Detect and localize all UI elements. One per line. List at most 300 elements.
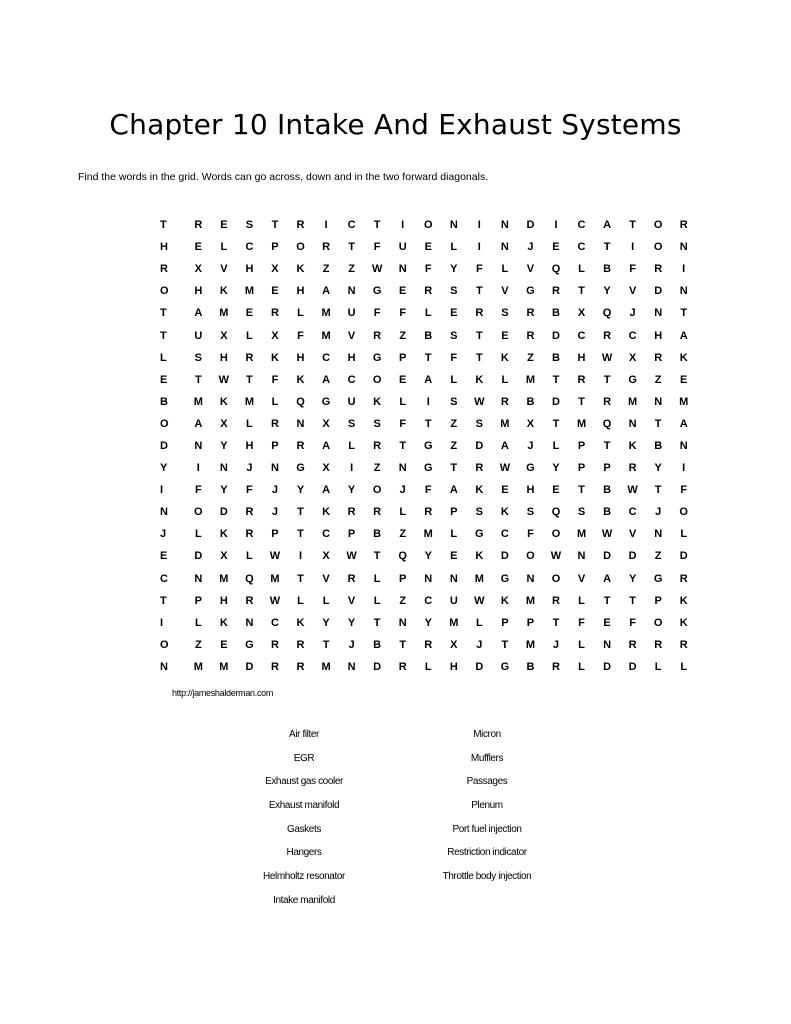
grid-letter: O [160, 417, 169, 430]
grid-letter: C [160, 572, 168, 585]
grid-row [160, 413, 696, 435]
grid-letter: I [554, 219, 558, 232]
grid-letter: T [603, 594, 611, 607]
grid-letter: C [270, 616, 279, 629]
grid-letter: R [270, 638, 279, 651]
grid-letter: T [654, 417, 662, 430]
grid-letter: L [450, 528, 458, 541]
grid-letter: I [160, 616, 164, 629]
grid-letter: Q [602, 307, 612, 320]
grid-letter: K [296, 373, 305, 386]
grid-letter: O [372, 373, 382, 386]
grid-letter: J [399, 484, 406, 497]
grid-letter: V [628, 528, 637, 541]
grid-letter: S [373, 417, 381, 430]
grid-letter: T [160, 219, 167, 232]
grid-row [160, 435, 696, 457]
grid-letter: R [373, 329, 382, 342]
grid-letter: Q [296, 395, 305, 408]
word-list-item: Passages [466, 776, 508, 788]
grid-letter: P [347, 528, 356, 541]
grid-letter: R [654, 351, 663, 364]
grid-letter: N [219, 462, 228, 475]
grid-letter: G [321, 395, 331, 408]
grid-letter: T [603, 241, 611, 254]
grid-letter: L [501, 263, 509, 276]
grid-letter: R [270, 417, 279, 430]
grid-letter: R [628, 462, 637, 475]
grid-letter: L [246, 550, 253, 563]
grid-letter: R [475, 462, 484, 475]
grid-letter: T [578, 285, 585, 298]
grid-letter: F [271, 373, 279, 386]
grid-letter: D [526, 219, 535, 232]
grid-letter: I [682, 263, 686, 276]
grid-letter: O [679, 506, 688, 519]
grid-letter: X [220, 550, 228, 563]
grid-letter: N [270, 462, 279, 475]
grid-letter: Y [347, 484, 356, 497]
grid-letter: K [322, 506, 331, 519]
grid-row [160, 590, 696, 612]
grid-letter: K [475, 373, 484, 386]
grid-letter: A [500, 439, 509, 452]
grid-letter: A [322, 439, 331, 452]
grid-letter: L [450, 241, 458, 254]
grid-letter: H [219, 351, 228, 364]
grid-letter: Y [160, 462, 168, 475]
word-list-item: Plenum [471, 800, 503, 812]
grid-letter: Y [552, 462, 560, 475]
grid-letter: E [399, 285, 407, 298]
grid-letter: S [526, 506, 535, 519]
grid-letter: M [270, 572, 280, 585]
grid-letter: N [500, 219, 509, 232]
grid-letter: R [296, 638, 305, 651]
grid-letter: R [194, 219, 203, 232]
grid-letter: N [526, 572, 535, 585]
grid-letter: C [577, 241, 586, 254]
grid-letter: K [296, 616, 305, 629]
grid-letter: S [577, 506, 586, 519]
grid-row [160, 347, 696, 369]
grid-letter: P [399, 351, 407, 364]
grid-letter: B [424, 329, 433, 342]
grid-letter: M [525, 373, 536, 386]
grid-letter: R [526, 329, 535, 342]
grid-letter: D [194, 550, 203, 563]
grid-letter: K [679, 616, 688, 629]
grid-letter: Y [296, 484, 305, 497]
grid-letter: R [373, 439, 382, 452]
grid-letter: L [680, 660, 688, 673]
grid-letter: N [347, 285, 356, 298]
grid-letter: S [450, 329, 458, 342]
grid-letter: Z [527, 351, 534, 364]
grid-letter: R [679, 572, 688, 585]
grid-letter: B [654, 439, 663, 452]
grid-letter: I [477, 241, 481, 254]
grid-letter: F [578, 616, 585, 629]
grid-letter: C [577, 329, 586, 342]
grid-letter: D [628, 660, 637, 673]
grid-letter: W [474, 594, 485, 607]
grid-letter: S [450, 395, 458, 408]
grid-letter: R [603, 329, 612, 342]
grid-letter: M [679, 395, 689, 408]
grid-letter: Z [450, 417, 458, 430]
grid-letter: T [297, 528, 304, 541]
grid-row [160, 369, 696, 391]
grid-letter: T [424, 351, 432, 364]
grid-letter: C [347, 373, 356, 386]
grid-letter: T [348, 241, 355, 254]
grid-row [160, 568, 696, 590]
word-list-item: Throttle body injection [442, 871, 532, 883]
grid-letter: U [398, 241, 407, 254]
grid-letter: X [450, 638, 458, 651]
grid-letter: R [424, 285, 433, 298]
grid-letter: M [576, 528, 587, 541]
grid-letter: O [372, 484, 382, 497]
grid-letter: E [603, 616, 611, 629]
word-list-item: Gaskets [287, 823, 321, 835]
grid-letter: B [373, 638, 382, 651]
grid-letter: O [160, 638, 169, 651]
grid-letter: N [347, 660, 356, 673]
grid-letter: R [654, 638, 663, 651]
grid-letter: R [270, 660, 279, 673]
grid-letter: L [578, 594, 585, 607]
grid-letter: M [576, 417, 587, 430]
grid-letter: U [347, 307, 356, 320]
word-list-item: Mufflers [470, 752, 504, 764]
grid-letter: D [219, 506, 228, 519]
grid-letter: B [552, 351, 560, 364]
grid-letter: T [552, 417, 560, 430]
grid-letter: O [296, 241, 305, 254]
grid-letter: N [449, 219, 458, 232]
grid-letter: G [423, 462, 433, 475]
grid-letter: Z [322, 263, 330, 276]
grid-letter: K [628, 439, 637, 452]
grid-letter: R [526, 307, 535, 320]
grid-letter: W [346, 550, 357, 563]
grid-letter: F [450, 351, 458, 364]
grid-letter: E [552, 241, 560, 254]
grid-letter: D [373, 660, 382, 673]
grid-letter: D [679, 550, 688, 563]
grid-letter: N [654, 307, 663, 320]
grid-letter: X [577, 307, 586, 320]
grid-letter: M [193, 660, 203, 673]
grid-letter: B [603, 263, 612, 276]
grid-letter: R [245, 528, 254, 541]
grid-letter: T [246, 373, 253, 386]
grid-letter: Y [220, 484, 228, 497]
grid-letter: K [219, 528, 228, 541]
grid-letter: R [245, 351, 254, 364]
grid-letter: T [475, 329, 483, 342]
grid-letter: L [373, 572, 381, 585]
grid-letter: G [245, 638, 254, 651]
grid-letter: T [552, 373, 560, 386]
grid-letter: A [322, 373, 331, 386]
grid-letter: D [603, 660, 612, 673]
grid-letter: N [398, 263, 407, 276]
grid-letter: H [194, 285, 203, 298]
grid-letter: H [219, 594, 228, 607]
grid-letter: K [296, 263, 305, 276]
grid-letter: Y [654, 462, 662, 475]
grid-letter: O [551, 572, 561, 585]
grid-letter: R [500, 395, 509, 408]
grid-letter: X [322, 550, 330, 563]
grid-letter: A [322, 285, 331, 298]
grid-letter: L [194, 616, 202, 629]
grid-letter: X [322, 462, 330, 475]
grid-letter: W [601, 351, 613, 364]
grid-letter: I [401, 219, 405, 232]
grid-letter: T [160, 594, 167, 607]
grid-letter: W [627, 484, 638, 497]
grid-letter: T [680, 307, 688, 320]
grid-letter: P [577, 439, 586, 452]
grid-letter: A [449, 484, 458, 497]
grid-letter: A [679, 417, 688, 430]
grid-letter: J [271, 506, 279, 519]
grid-letter: I [682, 462, 686, 475]
grid-letter: T [373, 219, 381, 232]
grid-letter: N [577, 550, 586, 563]
grid-letter: B [526, 395, 535, 408]
grid-letter: E [160, 550, 168, 563]
grid-letter: V [220, 263, 228, 276]
page-title: Chapter 10 Intake And Exhaust Systems [109, 108, 682, 141]
grid-letter: E [501, 329, 509, 342]
grid-letter: F [373, 241, 381, 254]
grid-letter: X [194, 263, 202, 276]
grid-letter: V [577, 572, 586, 585]
grid-letter: I [160, 484, 164, 497]
word-list-item: EGR [293, 752, 315, 764]
grid-letter: R [347, 506, 356, 519]
grid-row [160, 302, 696, 324]
grid-row [160, 656, 696, 678]
grid-letter: N [679, 439, 688, 452]
grid-letter: L [424, 660, 432, 673]
grid-letter: Q [398, 550, 407, 563]
word-list-item: Restriction indicator [447, 847, 527, 859]
grid-letter: B [160, 395, 168, 408]
grid-letter: A [322, 484, 331, 497]
grid-letter: C [245, 241, 254, 254]
grid-letter: K [219, 395, 228, 408]
grid-letter: L [654, 660, 662, 673]
grid-letter: N [500, 241, 509, 254]
grid-letter: T [475, 351, 483, 364]
grid-row [160, 479, 696, 501]
grid-letter: W [550, 550, 562, 563]
grid-letter: A [194, 307, 203, 320]
grid-letter: L [348, 439, 355, 452]
grid-letter: Q [551, 263, 561, 276]
grid-letter: N [398, 616, 407, 629]
grid-letter: S [194, 351, 202, 364]
grid-letter: L [578, 638, 585, 651]
grid-letter: G [653, 572, 663, 585]
grid-letter: N [679, 285, 688, 298]
grid-letter: B [603, 484, 612, 497]
grid-letter: J [655, 506, 662, 519]
grid-letter: M [321, 660, 331, 673]
grid-letter: P [271, 241, 279, 254]
grid-letter: L [246, 329, 253, 342]
grid-letter: M [244, 395, 254, 408]
grid-letter: L [220, 241, 228, 254]
grid-letter: M [628, 395, 638, 408]
grid-letter: X [322, 417, 330, 430]
grid-letter: Y [603, 285, 611, 298]
instructions-text: Find the words in the grid. Words can go across, down and in the two forward diagonals. [78, 171, 489, 183]
grid-letter: T [297, 572, 304, 585]
grid-letter: K [475, 484, 484, 497]
grid-letter: T [399, 439, 407, 452]
grid-letter: H [654, 329, 663, 342]
grid-letter: K [219, 616, 228, 629]
word-search-grid [160, 214, 696, 678]
grid-letter: K [679, 594, 688, 607]
grid-letter: B [603, 506, 612, 519]
grid-letter: S [245, 219, 254, 232]
grid-letter: R [679, 219, 688, 232]
grid-letter: W [474, 395, 485, 408]
grid-letter: D [603, 550, 612, 563]
grid-letter: T [373, 550, 381, 563]
grid-letter: L [322, 594, 330, 607]
word-list-item: Micron [473, 729, 501, 740]
grid-letter: J [476, 638, 483, 651]
grid-letter: V [347, 594, 356, 607]
grid-letter: S [475, 417, 483, 430]
grid-letter: S [475, 506, 483, 519]
grid-letter: G [423, 439, 433, 452]
grid-letter: Y [628, 572, 637, 585]
grid-letter: I [196, 462, 200, 475]
grid-letter: N [449, 572, 458, 585]
grid-letter: Y [450, 263, 458, 276]
grid-letter: O [653, 241, 663, 254]
grid-letter: X [526, 417, 535, 430]
grid-letter: D [475, 660, 484, 673]
grid-letter: J [246, 462, 253, 475]
grid-letter: M [449, 616, 459, 629]
grid-letter: T [399, 638, 407, 651]
grid-letter: N [160, 506, 168, 519]
grid-letter: R [160, 263, 168, 276]
grid-letter: F [399, 307, 407, 320]
grid-letter: I [477, 219, 481, 232]
grid-letter: U [449, 594, 458, 607]
grid-letter: S [347, 417, 356, 430]
grid-letter: Z [654, 373, 662, 386]
grid-letter: Z [399, 329, 407, 342]
grid-letter: Q [245, 572, 254, 585]
grid-letter: M [219, 572, 229, 585]
grid-letter: E [245, 307, 254, 320]
grid-letter: L [160, 351, 167, 364]
grid-letter: N [654, 395, 663, 408]
grid-row [160, 236, 696, 258]
grid-letter: T [424, 417, 432, 430]
grid-letter: I [298, 550, 303, 563]
grid-letter: W [269, 594, 281, 607]
grid-letter: R [245, 594, 254, 607]
grid-row [160, 214, 696, 236]
grid-row [160, 457, 696, 479]
grid-letter: T [373, 616, 381, 629]
grid-letter: Z [654, 550, 662, 563]
grid-letter: M [219, 307, 229, 320]
grid-letter: C [322, 528, 331, 541]
grid-letter: M [525, 594, 536, 607]
grid-letter: R [398, 660, 407, 673]
grid-letter: N [194, 572, 203, 585]
grid-row [160, 324, 696, 346]
grid-letter: J [527, 241, 534, 254]
grid-letter: R [347, 572, 356, 585]
grid-letter: K [270, 351, 279, 364]
grid-letter: B [526, 660, 535, 673]
grid-letter: X [220, 417, 228, 430]
grid-letter: M [321, 329, 331, 342]
grid-letter: T [160, 307, 167, 320]
grid-letter: F [527, 528, 534, 541]
grid-letter: T [322, 638, 330, 651]
grid-letter: Z [194, 638, 202, 651]
grid-letter: Z [399, 594, 407, 607]
grid-letter: S [501, 307, 509, 320]
grid-letter: T [450, 462, 458, 475]
grid-letter: L [475, 616, 483, 629]
grid-letter: W [218, 373, 230, 386]
grid-letter: R [577, 373, 586, 386]
grid-letter: R [296, 219, 305, 232]
grid-letter: C [577, 219, 586, 232]
grid-letter: Z [348, 263, 355, 276]
grid-letter: T [629, 594, 636, 607]
grid-letter: K [500, 594, 509, 607]
grid-letter: R [552, 285, 560, 298]
grid-letter: T [475, 285, 483, 298]
grid-letter: P [399, 572, 407, 585]
grid-letter: S [450, 285, 458, 298]
grid-letter: O [423, 219, 433, 232]
grid-letter: C [347, 219, 356, 232]
grid-letter: E [194, 241, 202, 254]
grid-letter: R [245, 506, 254, 519]
grid-letter: V [347, 329, 356, 342]
grid-letter: J [271, 484, 279, 497]
grid-letter: H [245, 263, 254, 276]
grid-letter: D [160, 439, 168, 452]
grid-row [160, 501, 696, 523]
grid-letter: P [271, 439, 279, 452]
grid-letter: L [271, 395, 279, 408]
grid-letter: F [680, 484, 688, 497]
grid-letter: G [296, 462, 305, 475]
grid-letter: W [601, 528, 613, 541]
